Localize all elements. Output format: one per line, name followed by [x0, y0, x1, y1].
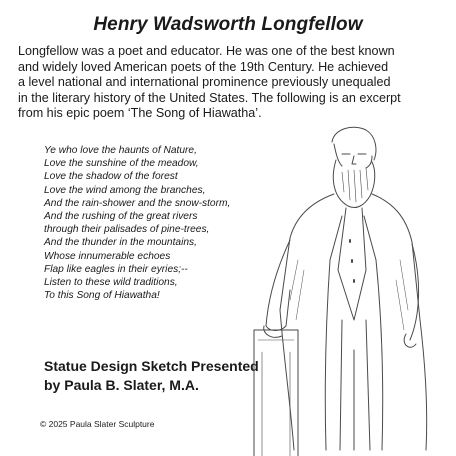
poem-line: And the rain-shower and the snow-storm, — [44, 197, 231, 209]
poem-line: Love the wind among the branches, — [44, 184, 206, 196]
sketch-credit — [44, 357, 274, 395]
lapels — [330, 216, 376, 260]
nose — [352, 156, 356, 164]
statue-sketch-illustration — [250, 120, 456, 456]
beard-hatching — [342, 168, 368, 202]
poem-line: through their palisades of pine-trees, — [44, 224, 210, 236]
intro-line: a level national and international prominence previously unequaled — [18, 75, 391, 90]
right-hand — [404, 334, 416, 347]
intro-line: from his epic poem ‘The Song of Hiawatha’. — [18, 106, 262, 121]
left-shoulder — [280, 194, 334, 310]
coat-left-edge — [280, 310, 294, 450]
poem-line: And the rushing of the great rivers — [44, 211, 198, 223]
poem-line: And the thunder in the mountains, — [44, 237, 197, 249]
left-arm — [266, 240, 290, 331]
hair-outline — [332, 127, 376, 160]
poem-line: To this Song of Hiawatha! — [44, 290, 160, 302]
poem-line: Whose innumerable echoes — [44, 250, 171, 262]
trousers — [340, 320, 370, 450]
pedestal — [254, 330, 298, 456]
poem-line: Love the shadow of the forest — [44, 171, 178, 183]
credit-line: Statue Design Sketch Presented — [44, 358, 259, 374]
poem-line: Listen to these wild traditions, — [44, 277, 178, 289]
intro-line: and widely loved American poets of the 19th Century. He achieved — [18, 59, 389, 74]
intro-line: in the literary history of the United States. The following is an excerpt — [18, 90, 401, 105]
credit-line: by Paula B. Slater, M.A. — [44, 377, 199, 393]
poem-line: Love the sunshine of the meadow, — [44, 158, 199, 170]
page-title: Henry Wadsworth Longfellow — [93, 14, 363, 35]
coat-front-left — [325, 260, 330, 450]
vest-buttons — [350, 240, 354, 282]
poem-line: Ye who love the haunts of Nature, — [44, 145, 197, 156]
poem-excerpt — [44, 144, 284, 302]
coat-front-right — [376, 260, 383, 450]
intro-paragraph — [18, 44, 448, 122]
intro-line: Longfellow was a poet and educator. He was one of the best known — [18, 44, 395, 58]
poem-line: Flap like eagles in their eyries;-- — [44, 263, 188, 275]
copyright-notice: © 2025 Paula Slater Sculpture — [40, 419, 155, 429]
beard-outline — [333, 160, 374, 208]
coat-right-edge — [420, 320, 427, 450]
face-right — [366, 156, 372, 168]
coat-hatching — [290, 260, 408, 330]
vest-outline — [338, 208, 366, 320]
left-hand — [264, 326, 282, 337]
